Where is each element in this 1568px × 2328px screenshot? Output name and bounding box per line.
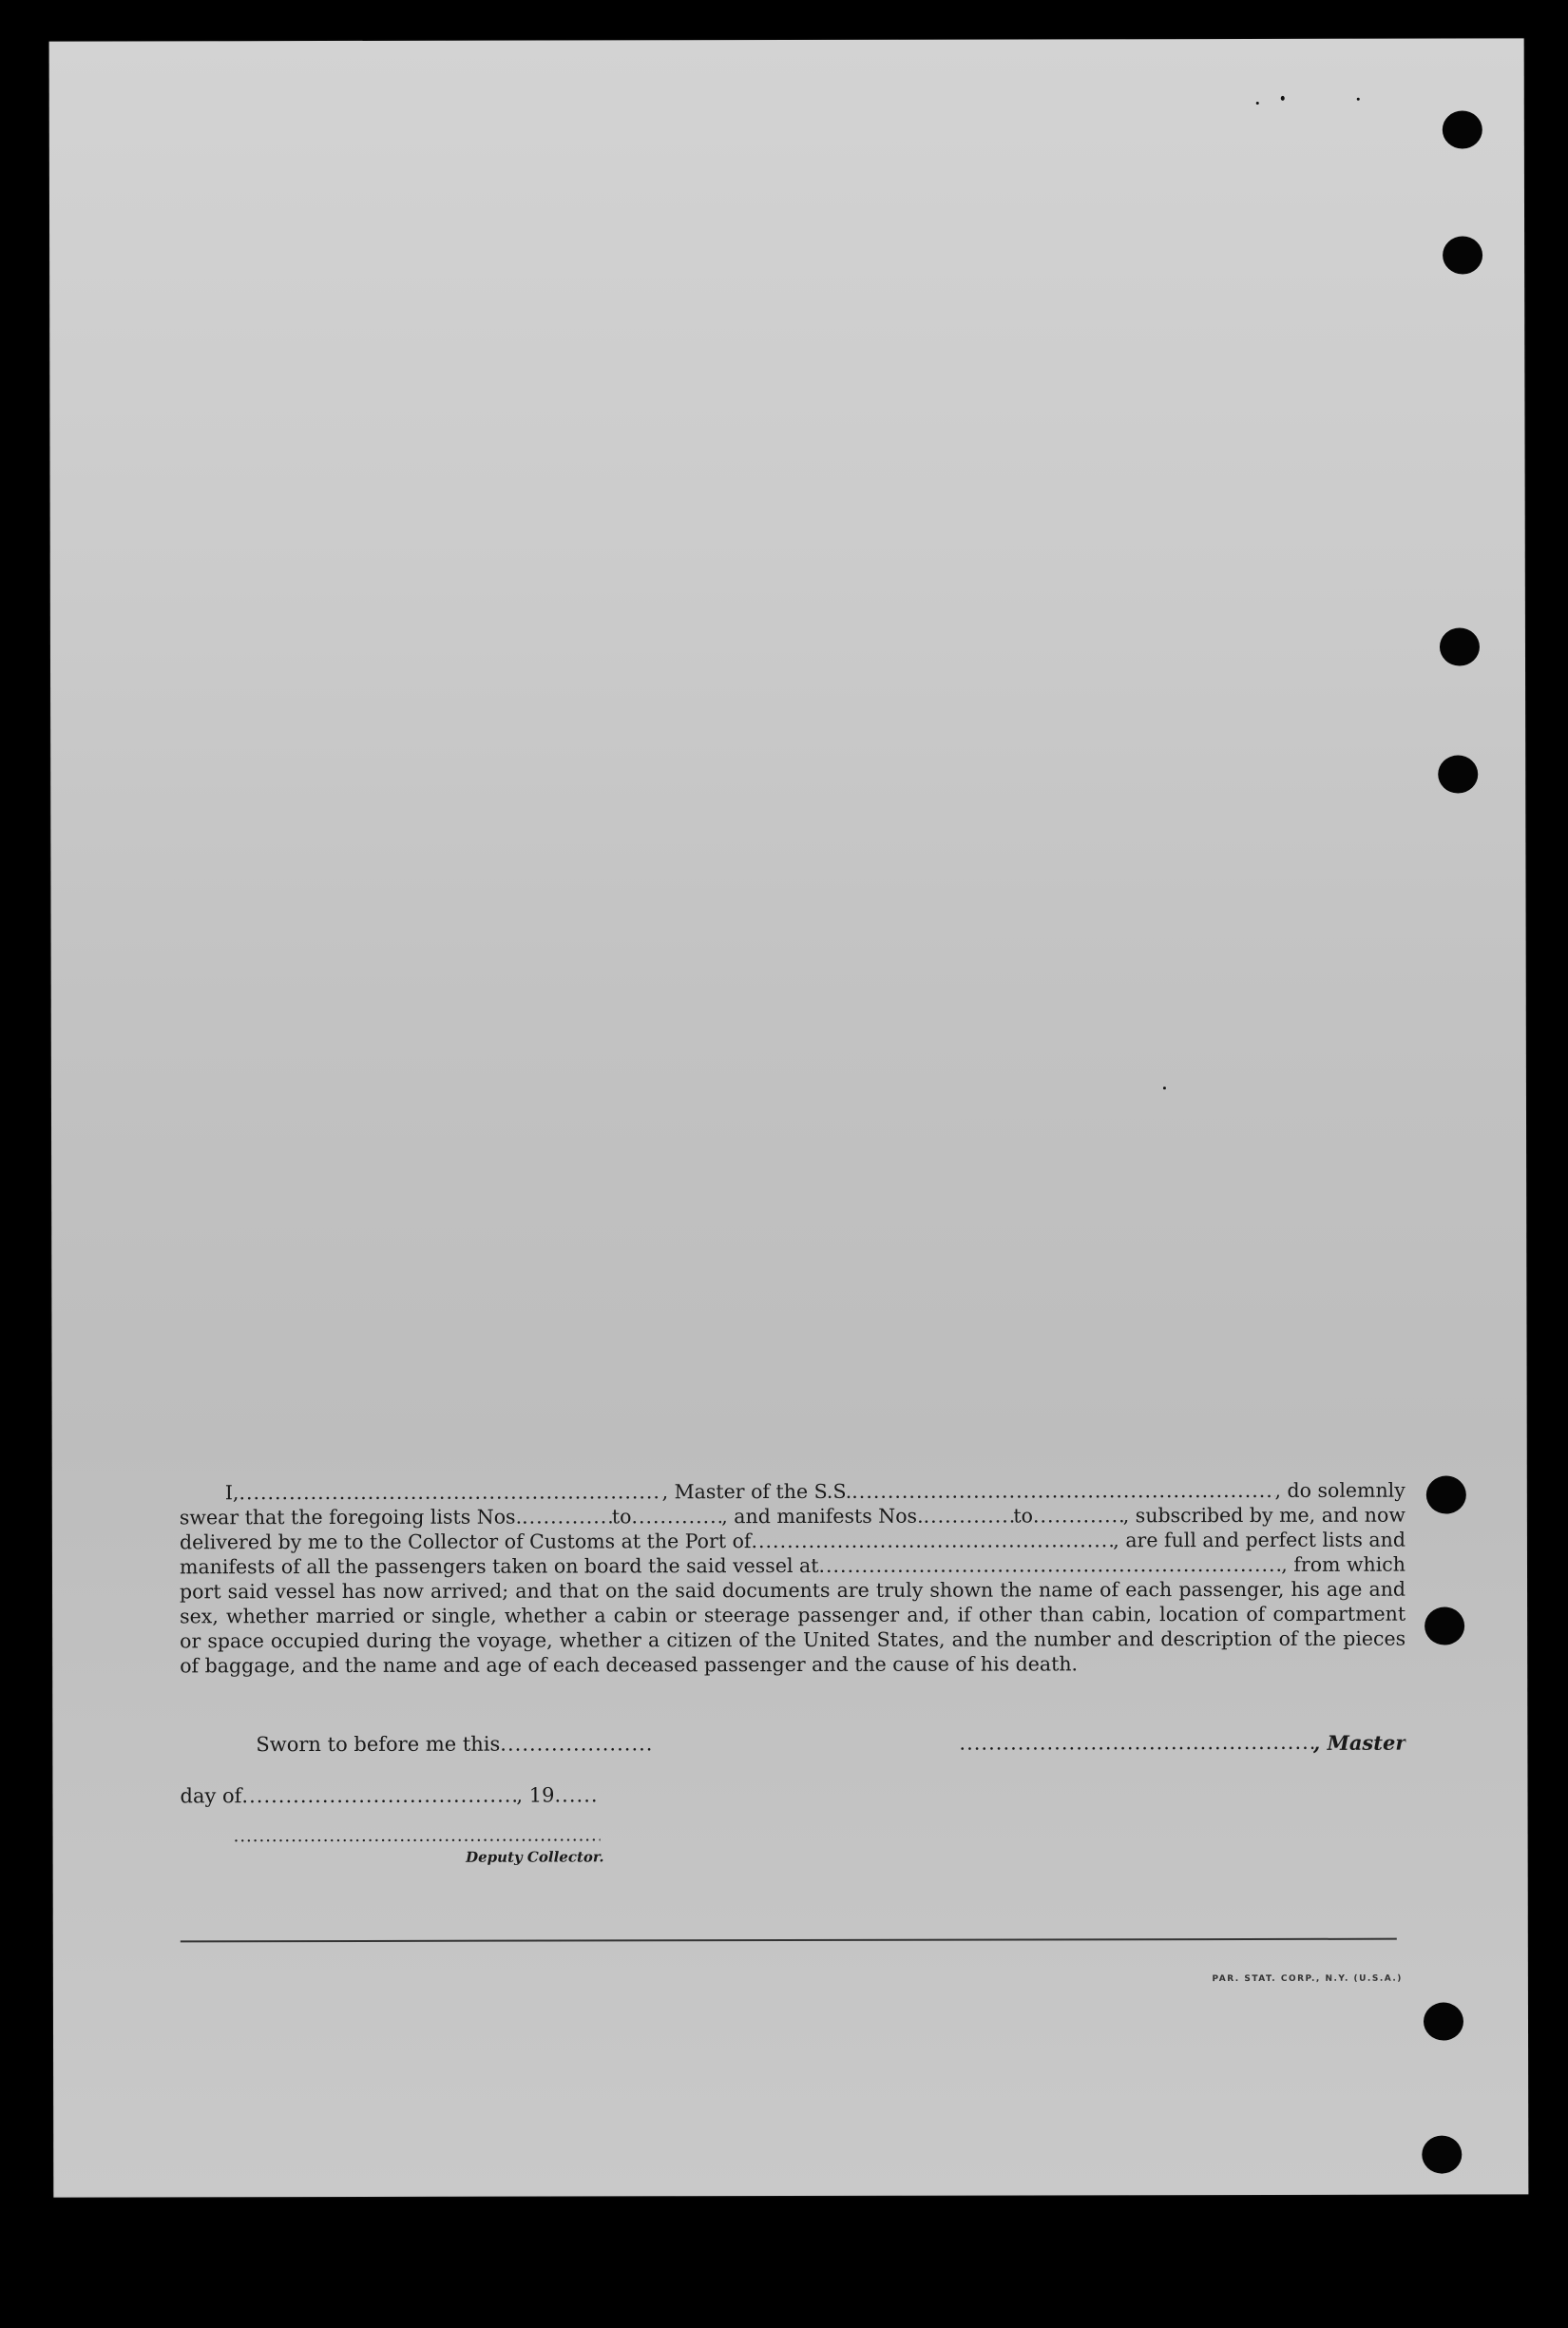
signature-blank bbox=[959, 1731, 1313, 1756]
speck bbox=[1281, 96, 1285, 101]
oath-line-8: of baggage, and the name and age of each deceased passenger and the cause of his death. bbox=[180, 1652, 1079, 1678]
oath-line-2 bbox=[180, 1503, 1405, 1530]
punch-hole bbox=[1440, 627, 1480, 665]
fill-in-blank bbox=[554, 1783, 598, 1806]
fill-in-blank bbox=[851, 1478, 1274, 1504]
oath-text: , Master of the S.S. bbox=[661, 1479, 852, 1504]
fill-in-blank bbox=[924, 1504, 1014, 1529]
punch-hole bbox=[1424, 2003, 1463, 2041]
master-label: , Master bbox=[1312, 1730, 1406, 1755]
punch-hole bbox=[1426, 1476, 1466, 1514]
deputy-signature-blank bbox=[234, 1825, 601, 1846]
oath-line-5: port said vessel has now arrived; and that on the said documents are truly shown the name of each passenger, his age and bbox=[180, 1577, 1406, 1604]
fill-in-blank bbox=[631, 1504, 721, 1529]
oath-text: to bbox=[611, 1505, 632, 1529]
punch-hole bbox=[1443, 110, 1482, 148]
oath-text: manifests of all the passengers taken on board the said vessel at bbox=[179, 1553, 819, 1579]
fill-in-blank bbox=[522, 1504, 612, 1529]
speck bbox=[1256, 102, 1259, 105]
oath-text: , are full and perfect lists and bbox=[1113, 1528, 1405, 1552]
fill-in-blank bbox=[241, 1784, 516, 1808]
oath-text: to bbox=[1013, 1504, 1033, 1528]
speck bbox=[1357, 98, 1360, 101]
jurat-row bbox=[199, 1730, 1406, 1757]
speck bbox=[1163, 1087, 1166, 1089]
day-of-label: day of bbox=[180, 1784, 242, 1808]
fill-in-blank bbox=[500, 1732, 655, 1755]
fill-in-blank bbox=[239, 1479, 661, 1505]
fill-in-blank bbox=[818, 1552, 1281, 1578]
day-of-row bbox=[180, 1783, 598, 1807]
year-label: , 19 bbox=[516, 1783, 555, 1807]
oath-text: , from which bbox=[1281, 1552, 1406, 1576]
manifest-page-back bbox=[49, 38, 1529, 2197]
fill-in-blank bbox=[751, 1528, 1113, 1553]
printer-imprint: PAR. STAT. CORP., N.Y. (U.S.A.) bbox=[1212, 1973, 1403, 1985]
sworn-label: Sworn to before me this bbox=[256, 1732, 501, 1757]
fill-in-blank bbox=[1033, 1503, 1123, 1528]
oath-text: , do solemnly bbox=[1274, 1478, 1405, 1502]
oath-line-1 bbox=[180, 1478, 1405, 1506]
master-signature-line bbox=[959, 1731, 1405, 1756]
punch-hole bbox=[1443, 236, 1482, 274]
punch-hole bbox=[1425, 1607, 1464, 1645]
oath-text: I, bbox=[224, 1481, 239, 1505]
oath-text: swear that the foregoing lists Nos. bbox=[179, 1505, 523, 1530]
oath-line-3 bbox=[180, 1528, 1405, 1555]
sworn-before bbox=[256, 1732, 655, 1756]
oath-line-4 bbox=[180, 1552, 1405, 1580]
punch-hole bbox=[1438, 755, 1478, 793]
horizontal-rule bbox=[181, 1938, 1397, 1943]
master-oath bbox=[180, 1478, 1405, 1679]
oath-line-6: sex, whether married or single, whether a cabin or steerage passenger and, if other than cabin, location of compartment bbox=[180, 1602, 1406, 1628]
oath-text: , subscribed by me, and now bbox=[1122, 1503, 1405, 1528]
oath-text: , and manifests Nos. bbox=[721, 1504, 924, 1529]
oath-line-7: or space occupied during the voyage, whether a citizen of the United States, and the number and description of the pieces bbox=[180, 1626, 1406, 1653]
punch-hole bbox=[1422, 2136, 1462, 2174]
deputy-collector-label: Deputy Collector. bbox=[466, 1848, 604, 1866]
oath-text: delivered by me to the Collector of Customs at the Port of bbox=[179, 1530, 752, 1554]
